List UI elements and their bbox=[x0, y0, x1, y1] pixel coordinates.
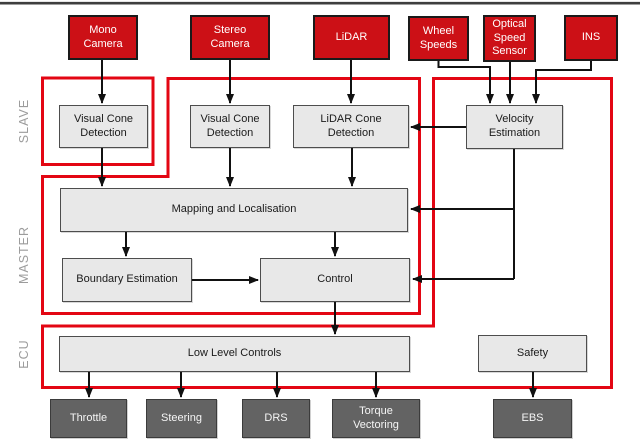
sensor-optical-speed-sensor: Optical Speed Sensor bbox=[483, 15, 536, 62]
actuator-drs: DRS bbox=[242, 399, 310, 438]
sensor-mono-camera: Mono Camera bbox=[68, 15, 138, 60]
module-velocity-estimation: Velocity Estimation bbox=[466, 105, 563, 149]
sensor-stereo-camera: Stereo Camera bbox=[190, 15, 270, 60]
region-label-master: MASTER bbox=[17, 225, 31, 285]
actuator-steering: Steering bbox=[146, 399, 217, 438]
actuator-torque-vectoring: Torque Vectoring bbox=[332, 399, 420, 438]
module-safety: Safety bbox=[478, 335, 587, 372]
actuator-ebs: EBS bbox=[493, 399, 572, 438]
edge-wheel-speeds-to-velocity bbox=[439, 61, 491, 103]
module-boundary-estimation: Boundary Estimation bbox=[62, 258, 192, 302]
module-lidar-cone-detection: LiDAR Cone Detection bbox=[293, 105, 409, 148]
edge-ins-to-velocity bbox=[536, 61, 591, 103]
sensor-ins: INS bbox=[564, 15, 618, 61]
region-label-slave: SLAVE bbox=[17, 98, 31, 144]
module-visual-cone-detection-mono: Visual Cone Detection bbox=[59, 105, 148, 148]
sensor-lidar: LiDAR bbox=[313, 15, 390, 60]
actuator-throttle: Throttle bbox=[50, 399, 127, 438]
region-label-ecu: ECU bbox=[17, 339, 31, 369]
module-low-level-controls: Low Level Controls bbox=[59, 336, 410, 372]
module-control: Control bbox=[260, 258, 410, 302]
module-visual-cone-detection-stereo: Visual Cone Detection bbox=[190, 105, 270, 148]
sensor-wheel-speeds: Wheel Speeds bbox=[408, 16, 469, 61]
module-mapping-and-localisation: Mapping and Localisation bbox=[60, 188, 408, 232]
